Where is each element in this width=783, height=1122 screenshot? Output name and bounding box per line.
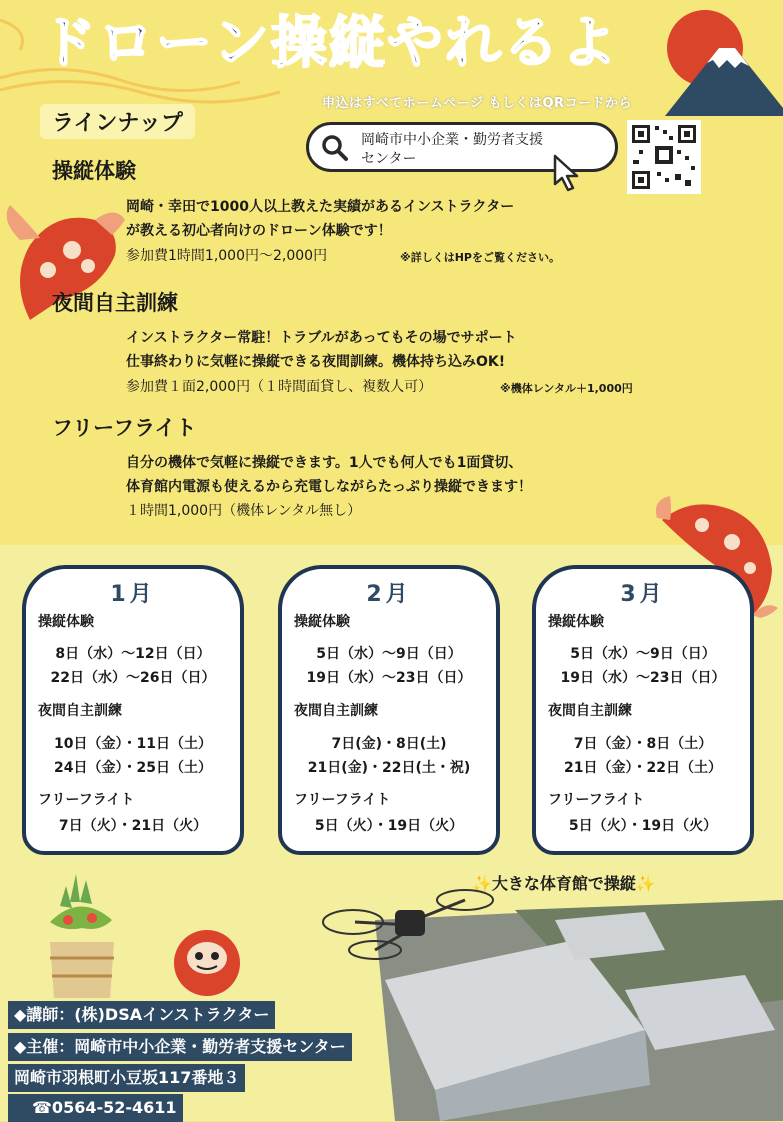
search-icon bbox=[321, 134, 349, 162]
gym-aerial-photo bbox=[315, 880, 783, 1121]
free-fee: １時間1,000円（機体レンタル無し） bbox=[126, 503, 362, 519]
experience-line1: 岡崎・幸田で1000人以上教えた実績があるインストラクター bbox=[126, 199, 515, 215]
free-line2: 体育館内電源も使えるから充電しながらたっぷり操縦できます！ bbox=[126, 479, 532, 495]
month-label: 2月 bbox=[366, 582, 412, 607]
card-night-date: 7日（金）・8日（土） bbox=[573, 736, 713, 752]
address-info: 岡崎市羽根町小豆坂117番地３ bbox=[8, 1064, 245, 1092]
card-night-title: 夜間自主訓練 bbox=[38, 703, 122, 719]
night-line2: 仕事終わりに気軽に操縦できる夜間訓練。機体持ち込みOK! bbox=[126, 354, 506, 370]
section-night-title: 夜間自主訓練 bbox=[52, 291, 178, 315]
experience-fee: 参加費1時間1,000円〜2,000円 bbox=[126, 248, 328, 264]
search-text-line2: センター bbox=[361, 151, 417, 167]
month-label: 3月 bbox=[620, 582, 666, 607]
daruma-icon bbox=[172, 928, 242, 998]
gym-caption: ✨大きな体育館で操縦✨ bbox=[472, 874, 656, 893]
month-label: 1月 bbox=[110, 582, 156, 607]
card-free-title: フリーフライト bbox=[38, 792, 135, 808]
lineup-label: ラインナップ bbox=[40, 104, 195, 139]
card-experience-date: 5日（水）〜9日（日） bbox=[316, 646, 462, 662]
night-line1: インストラクター常駐！トラブルがあってもその場でサポート bbox=[126, 330, 517, 346]
card-free-title: フリーフライト bbox=[548, 792, 645, 808]
card-night-title: 夜間自主訓練 bbox=[548, 703, 632, 719]
month-card-february bbox=[278, 565, 500, 855]
section-free-title: フリーフライト bbox=[52, 416, 197, 440]
search-text-line1: 岡崎市中小企業・勤労者支援 bbox=[361, 132, 543, 148]
month-card-january bbox=[22, 565, 244, 855]
card-night-date: 24日（金）・25日（土） bbox=[54, 760, 212, 776]
card-experience-date: 22日（水）〜26日（日） bbox=[50, 670, 216, 686]
card-night-date: 21日(金)・22日(土・祝) bbox=[307, 760, 471, 776]
month-card-march bbox=[532, 565, 754, 855]
card-free-date: 7日（火）・21日（火） bbox=[58, 818, 208, 834]
apply-note: 申込はすべてホームページ もしくはQRコードから bbox=[322, 96, 633, 111]
card-experience-title: 操縦体験 bbox=[38, 614, 94, 630]
night-fee: 参加費１面2,000円（１時間面貸し、複数人可） bbox=[126, 379, 433, 395]
card-experience-date: 8日（水）〜12日（日） bbox=[55, 646, 211, 662]
night-note: ※機体レンタル＋1,000円 bbox=[500, 382, 633, 395]
free-line1: 自分の機体で気軽に操縦できます。1人でも何人でも1面貸切、 bbox=[126, 455, 523, 471]
section-experience-title: 操縦体験 bbox=[52, 159, 136, 183]
card-experience-title: 操縦体験 bbox=[294, 614, 350, 630]
organizer-info: ◆主催：岡崎市中小企業・勤労者支援センター bbox=[8, 1033, 352, 1061]
card-night-date: 21日（金）・22日（土） bbox=[564, 760, 722, 776]
card-free-date: 5日（火）・19日（火） bbox=[568, 818, 718, 834]
page-title: ドローン操縦やれるよ bbox=[40, 11, 619, 76]
card-free-date: 5日（火）・19日（火） bbox=[314, 818, 464, 834]
card-experience-date: 5日（水）〜9日（日） bbox=[570, 646, 716, 662]
card-experience-date: 19日（水）〜23日（日） bbox=[306, 670, 472, 686]
qr-code-icon[interactable] bbox=[627, 120, 701, 194]
card-night-title: 夜間自主訓練 bbox=[294, 703, 378, 719]
phone-info: ☎0564-52-4611 bbox=[8, 1094, 183, 1122]
card-experience-title: 操縦体験 bbox=[548, 614, 604, 630]
card-night-date: 7日(金)・8日(土) bbox=[331, 736, 447, 752]
kadomatsu-icon bbox=[40, 872, 124, 1000]
card-free-title: フリーフライト bbox=[294, 792, 391, 808]
experience-note: ※詳しくはHPをご覧ください。 bbox=[400, 251, 560, 264]
card-experience-date: 19日（水）〜23日（日） bbox=[560, 670, 726, 686]
card-night-date: 10日（金）・11日（土） bbox=[54, 736, 212, 752]
cursor-icon bbox=[552, 154, 584, 192]
experience-line2: が教える初心者向けのドローン体験です！ bbox=[126, 223, 392, 239]
instructor-info: ◆講師：(株)DSAインストラクター bbox=[8, 1001, 275, 1029]
